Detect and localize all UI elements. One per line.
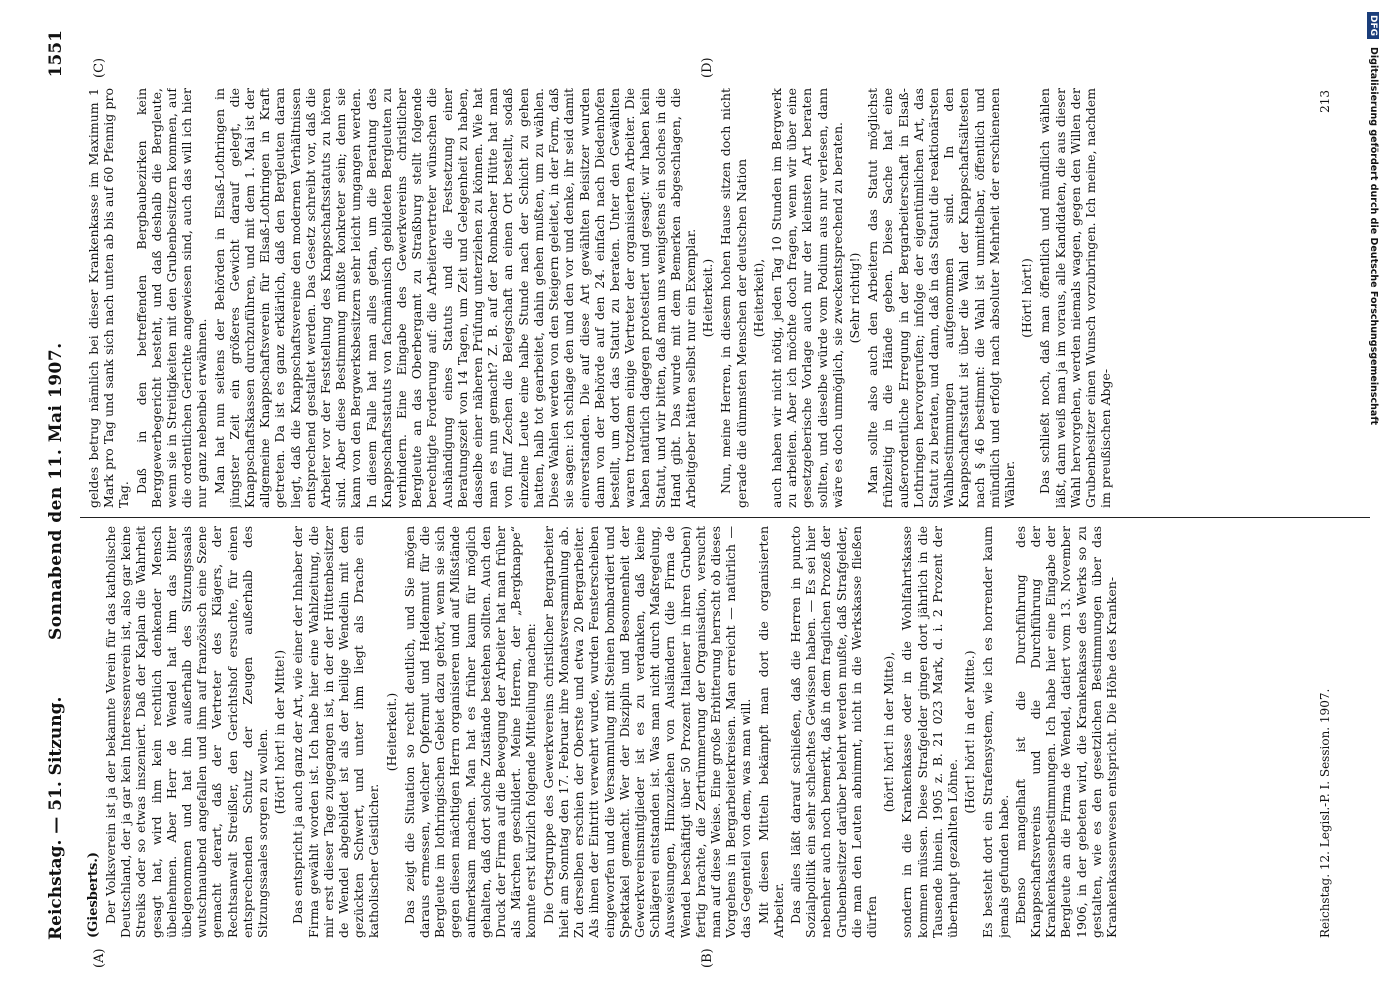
- paragraph: Es besteht dort ein Strafensystem, wie ich es horrender kaum jemals gefunden habe.: [980, 526, 1011, 938]
- interjection: (Hört! hört! in der Mitte!): [272, 649, 288, 815]
- paragraph: Das zeigt die Situation so recht deutlich, und Sie mögen daraus ermessen, welcher Opfermut und Heldenmut für die Bergleute im lothringischen Gebiet dazu gehört, wenn sie sich gegen diesen mächtigen Herrn organisieren und auf Mißstände aufmerksam machen. Man hat es früher kaum für möglich gehalten, daß dort solche Zustände bestehen sollten. Auch den Druck der Firma auf die Bewegung der Arbeiter hat man früher als Märchen geschildert. Meine Herren, der „Bergknappe“ konnte erst kürzlich folgende Mitteilung machen:: [401, 526, 539, 938]
- paragraph: Man sollte also auch den Arbeitern das Statut möglichst frühzeitig in die Hände geben. Diese Sache hat eine außerordentliche Erregung in der Bergarbeiterschaft in Elsaß-Lothringen hervorgerufen; infolge der eigentümlichen Art, das Statut zu beraten, und dann, daß in das Statut die reaktionärsten Wahlbestimmungen aufgenommen sind. In den Knappschaftsstatut ist über die Wahl der Knappschaftsältesten nach § 46 bestimmt: die Wahl ist unmittelbar, öffentlich und mündlich und erfolgt nach absoluter Mehrheit der erschienenen Wähler.: [865, 88, 1017, 508]
- page-footer: Reichstag. 12. Legisl.-P. I. Session. 1907.: [1318, 688, 1332, 938]
- paragraph: Nun, meine Herren, in diesem hohen Hause sitzen doch nicht gerade die dümmsten Menschen der deutschen Nation: [718, 88, 749, 508]
- interjection: (Heiterkeit.): [700, 258, 716, 338]
- left-column: [86, 526, 1294, 938]
- digitization-text: Digitalisierung gefördert durch die Deutsche Forschungsgemeinschaft: [1368, 47, 1379, 425]
- margin-letter-d: (D): [700, 57, 715, 78]
- column-divider: [80, 517, 1370, 518]
- right-column: [86, 88, 1294, 508]
- interjection: (Heiterkeit),: [750, 258, 766, 338]
- paragraph: Das schließt noch, daß man öffentlich und mündlich wählen läßt, dann weiß man ja im voraus, alle Kandidaten, die aus dieser Wahl hervorgehen, werden niemals wagen, gegen den Willen der Grubenbesitzer einen Wunsch vorzubringen. Ich meine, nachdem im preußischen Abge-: [1037, 88, 1114, 508]
- sheet-number: 213: [1318, 90, 1332, 113]
- header-page-number: 1551: [46, 30, 66, 78]
- interjection: (Sehr richtig!): [846, 252, 862, 344]
- paragraph: Das entspricht ja auch ganz der Art, wie einer der Inhaber der Firma gewählt worden ist. Ich habe hier eine Wahlzeitung, die mir erst dieser Tage zugegangen ist, in der der Hüttenbesitzer de Wendel abgebildet ist als der heilige Wendelin mit dem gezückten Schwert, und unter ihm liegt als Drache ein katholischer Geistlicher.: [290, 526, 382, 938]
- margin-letter-b: (B): [700, 948, 715, 968]
- paragraph: Man hat nun seitens der Behörden in Elsaß-Lothringen in jüngster Zeit ein größeres Gewicht darauf gelegt, die Knappschaftskassen durchzuführen, und mit dem 1. Mai ist der allgemeine Knappschaftsverein für Elsaß-Lothringen in Kraft getreten. Da ist es ganz erklärlich, daß den Bergleuten daran liegt, daß die Knappschaftsvereine den modernen Verhältnissen entsprechend gestaltet werden. Das Gesetz schreibt vor, daß die Arbeiter vor der Feststellung des Knappschaftsstatuts zu hören sind. Aber diese Bestimmung müßte konkreter sein; denn sie kann von den Bergwerksbesitzern sehr leicht umgangen werden. In diesem Falle hat man alles getan, um die Beratung des Knappschaftsstatuts von fachmännisch gebildeten Bergleuten zu verhindern. Eine Eingabe des Gewerkvereins christlicher Bergleute an das Oberbergamt zu Straßburg stellt folgende berechtigte Forderung auf: die Arbeitervertreter wünschen die Aushändigung eines Statuts und die Festsetzung einer Beratungszeit von 14 Tagen, um Zeit und Gelegenheit zu haben, dasselbe einer näheren Prüfung unterziehen zu können. Wie hat man es nun gemacht? Z. B. auf der Rombacher Hütte hat man von fünf Zechen die Belegschaft an einen Ort bestellt, sodaß einzelne Leute eine halbe Stunde nach der Schicht zu gehen hatten, halb tot gearbeitet, dahin gehen mußten, um zu wählen. Diese Wahlen werden von den Steigern geleitet, in der Form, daß sie sagen: ich schlage den und den vor und denke, ihr seid damit einverstanden. Die auf diese Art gewählten Beisitzer wurden dann von der Behörde auf den 24. einfach nach Diedenhofen bestellt, um dort das Statut zu beraten. Unter den Gewählten waren trotzdem einige Vertreter der organisierten Arbeiter. Die haben natürlich dagegen protestiert und gesagt: wir haben kein Statut, und wir bitten, daß man uns wenigstens ein solches in die Hand gibt. Das wurde mit dem Bemerken abgeschlagen, die Arbeitgeber hätten selbst nur ein Exemplar.: [211, 88, 698, 508]
- margin-letter-a: (A): [92, 948, 107, 968]
- dfg-logo: DFG: [1367, 12, 1379, 39]
- interjection: (Hört! hört! in der Mitte.): [962, 650, 978, 814]
- digitization-note: [1367, 12, 1379, 987]
- paragraph: Das alles läßt darauf schließen, daß die Herren in puncto Sozialpolitik ein sehr schlechtes Gewissen haben. — Es sei hier nebenher auch noch bemerkt, daß in dem fraglichen Prozeß der Grubenbesitzer darüber belehrt werden mußte, daß Strafgelder, die man den Leuten abnimmt, nicht in die Werkskasse fließen dürfen: [787, 526, 879, 938]
- interjection: (Hört! hört!): [1019, 258, 1035, 338]
- speaker-name: (Giesberts.): [86, 852, 101, 938]
- paragraph: Daß in den betreffenden Bergbaubezirken kein Berggewerbegericht besteht, und daß deshalb die Bergleute, wenn sie in Streitigkeiten mit den Grubenbesitzern kommen, auf die ordentlichen Gerichte angewiesen sind, auch das will ich hier nur ganz nebenbei erwähnen.: [133, 88, 210, 508]
- page-header: [46, 30, 72, 940]
- interjection: (hört! hört! in der Mitte),: [881, 651, 897, 813]
- paragraph: auch haben wir nicht nötig, jeden Tag 10 Stunden im Bergwerk zu arbeiten. Aber ich möchte doch fragen, wenn wir über eine gesetzgeberische Vorlage auch nur der kleinsten Art beraten sollten, und dieselbe würde vom Podium aus nur verlesen, dann wäre es doch unmöglich, sie zweckentsprechend zu beraten.: [768, 88, 845, 508]
- paragraph: sondern in die Krankenkasse oder in die Wohlfahrtskasse kommen müssen. Diese Strafgelder gingen dort jährlich in die Tausende hinein. 1905 z. B. 21 023 Mark, d. i. 2 Prozent der überhaupt gezahlten Löhne.: [899, 526, 960, 938]
- margin-letter-c: (C): [92, 57, 107, 78]
- interjection: (Heiterkeit.): [383, 692, 399, 772]
- paragraph: Der Volksverein ist ja der bekannte Verein für das katholische Deutschland, der ja gar kein Interessenverein ist, also gar keine Streiks oder so etwas inszeniert. Daß der Kaplan die Wahrheit gesagt hat, wird ihm kein rechtlich denkender Mensch übelnehmen. Aber Herr de Wendel hat ihm das bitter übelgenommen und hat ihn außerhalb des Sitzungssaals wutschnaubend angefallen und ihm auf französisch eine Szene gemacht derart, daß der Vertreter des Klägers, der Rechtsanwalt Streißler, den Gerichtshof ersuchte, für einen entsprechenden Schutz der Zeugen außerhalb des Sitzungssaales sorgen zu wollen.: [103, 526, 271, 938]
- quotation: Die Ortsgruppe des Gewerkvereins christlicher Bergarbeiter hielt am Sonntag den 17. Februar ihre Monatsversammlung ab. Zu derselben erschien der Oberste und etwa 20 Bergarbeiter. Als ihnen der Eintritt verwehrt wurde, wurden Fensterscheiben eingeworfen und die Versammlung mit Steinen bombardiert und Spektakel gemacht. Wer der Disziplin und Besonnenheit der Gewerkvereinsmitglieder ist es zu verdanken, daß keine Schlägerei entstanden ist. Was man nicht durch Maßregelung, Ausweisungen, Hinzuziehen von Ausländern (die Firma de Wendel beschäftigt über 50 Prozent Italiener in ihren Gruben) fertig brachte, die Zertrümmerung der Organisation, versucht man auf diese Weise. Eine große Erbitterung herrscht ob dieses Vorgehens in Bergarbeiterkreisen. Man erreicht — natürlich — das Gegenteil von dem, was man will.: [540, 526, 754, 938]
- paragraph: Ebenso mangelhaft ist die Durchführung des Knappschaftsvereins und die Durchführung der Krankenkassenbestimmungen. Ich habe hier eine Eingabe der Bergleute an die Firma de Wendel, datiert vom 13. November 1906, in der gebeten wird, die Krankenkasse des Werks so zu gestalten, wie es den gesetzlichen Bestimmungen über das Krankenkassenwesen entspricht. Die Höhe des Kranken-: [1012, 526, 1119, 938]
- paragraph: geldes betrug nämlich bei dieser Krankenkasse im Maximum 1 Mark pro Tag und sank sich nach unten ab bis auf 60 Pfennig pro Tag.: [86, 88, 132, 508]
- header-left: Reichstag. — 51. Sitzung.: [46, 696, 66, 940]
- paragraph: Mit diesen Mitteln bekämpft man dort die organisierten Arbeiter.: [755, 526, 786, 938]
- header-date: Sonnabend den 11. Mai 1907.: [46, 342, 66, 640]
